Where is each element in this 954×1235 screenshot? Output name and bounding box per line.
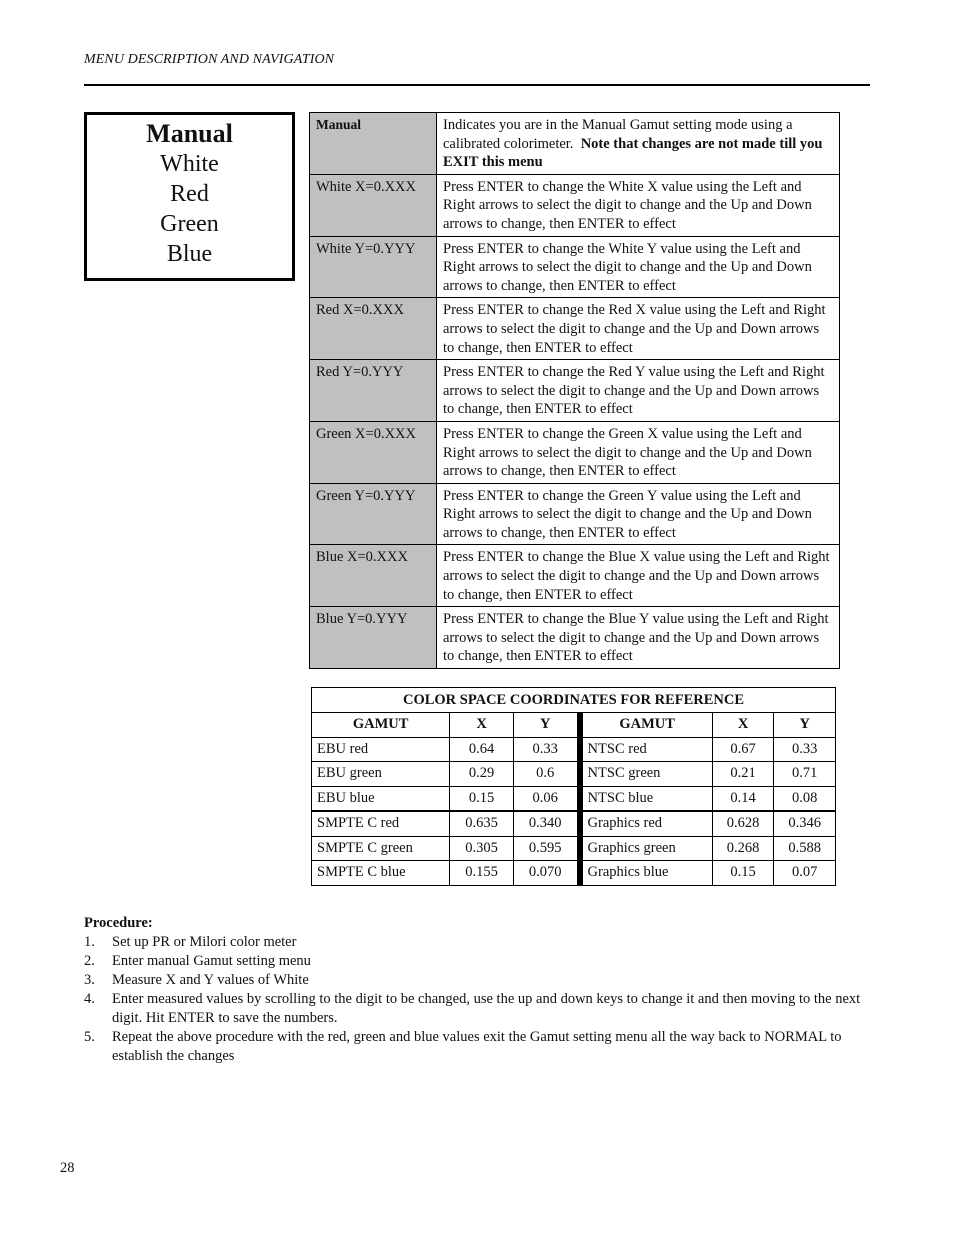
row-description: Press ENTER to change the White Y value using the Left and Right arrows to select the digit to change and the Up and Down arrows to change, then ENTER to effect xyxy=(437,236,840,298)
gamut-cell: EBU blue xyxy=(312,786,450,811)
menu-item-red: Red xyxy=(170,181,209,207)
gamut-cell: EBU green xyxy=(312,762,450,787)
x-cell: 0.64 xyxy=(450,737,514,762)
row-key: Manual xyxy=(310,113,437,175)
row-description: Press ENTER to change the Green X value using the Left and Right arrows to select the digit to change and the Up and Down arrows to change, then ENTER to effect xyxy=(437,421,840,483)
manual-menu-box xyxy=(84,112,295,281)
row-description: Press ENTER to change the White X value using the Left and Right arrows to select the digit to change and the Up and Down arrows to change, then ENTER to effect xyxy=(437,174,840,236)
table-row xyxy=(310,236,840,298)
table-row xyxy=(310,607,840,669)
section-header: MENU DESCRIPTION AND NAVIGATION xyxy=(84,52,335,67)
procedure-step xyxy=(84,990,874,1028)
x-cell: 0.155 xyxy=(450,861,514,886)
y-cell: 0.070 xyxy=(513,861,577,886)
procedure-step xyxy=(84,971,874,990)
x-cell: 0.305 xyxy=(450,836,514,861)
row-description: Press ENTER to change the Blue Y value using the Left and Right arrows to select the digit to change and the Up and Down arrows to change, then ENTER to effect xyxy=(437,607,840,669)
row-description: Press ENTER to change the Blue X value using the Left and Right arrows to select the digit to change and the Up and Down arrows to change, then ENTER to effect xyxy=(437,545,840,607)
x-cell: 0.15 xyxy=(712,861,774,886)
gamut-cell: SMPTE C red xyxy=(312,811,450,836)
step-number: 2. xyxy=(84,953,95,969)
x-cell: 0.21 xyxy=(712,762,774,787)
menu-item-blue: Blue xyxy=(166,241,213,267)
x-cell: 0.29 xyxy=(450,762,514,787)
y-cell: 0.33 xyxy=(513,737,577,762)
header-gamut: GAMUT xyxy=(312,713,450,738)
x-cell: 0.268 xyxy=(712,836,774,861)
gamut-cell: NTSC blue xyxy=(582,786,712,811)
x-cell: 0.628 xyxy=(712,811,774,836)
gamut-cell: SMPTE C green xyxy=(312,836,450,861)
header-y: Y xyxy=(513,713,577,738)
table-row xyxy=(310,113,840,175)
procedure-step xyxy=(84,952,874,971)
x-cell: 0.635 xyxy=(450,811,514,836)
table-row xyxy=(310,360,840,422)
y-cell: 0.346 xyxy=(774,811,836,836)
x-cell: 0.67 xyxy=(712,737,774,762)
menu-item-white: White xyxy=(160,151,219,177)
row-key: Red Y=0.YYY xyxy=(310,360,437,422)
step-number: 3. xyxy=(84,972,95,988)
row-description: Press ENTER to change the Red X value using the Left and Right arrows to select the digit to change and the Up and Down arrows to change, then ENTER to effect xyxy=(437,298,840,360)
row-key: Blue Y=0.YYY xyxy=(310,607,437,669)
menu-item-green: Green xyxy=(160,211,219,237)
gamut-cell: Graphics blue xyxy=(582,861,712,886)
row-description xyxy=(437,113,840,175)
row-description: Press ENTER to change the Green Y value using the Left and Right arrows to select the digit to change and the Up and Down arrows to change, then ENTER to effect xyxy=(437,483,840,545)
gamut-cell: EBU red xyxy=(312,737,450,762)
step-number: 1. xyxy=(84,934,95,950)
row-key: White Y=0.YYY xyxy=(310,236,437,298)
row-key: Red X=0.XXX xyxy=(310,298,437,360)
table-header-row xyxy=(312,713,836,738)
row-description-text: Indicates you are in the Manual Gamut setting mode using a calibrated colorimeter. xyxy=(443,117,793,152)
row-description-note: Note that changes are not made till you EXIT this menu xyxy=(443,135,823,171)
table-title-row xyxy=(312,688,836,713)
table-row xyxy=(312,786,836,811)
row-key: Green Y=0.YYY xyxy=(310,483,437,545)
menu-title: Manual xyxy=(146,119,233,148)
y-cell: 0.33 xyxy=(774,737,836,762)
page-number: 28 xyxy=(60,1160,75,1176)
table-row xyxy=(312,762,836,787)
gamut-cell: Graphics green xyxy=(582,836,712,861)
y-cell: 0.6 xyxy=(513,762,577,787)
step-number: 4. xyxy=(84,991,95,1007)
color-space-coordinates-table xyxy=(311,687,836,886)
table-row xyxy=(310,483,840,545)
x-cell: 0.14 xyxy=(712,786,774,811)
procedure-step xyxy=(84,1028,874,1066)
gamut-cell: Graphics red xyxy=(582,811,712,836)
step-text: Repeat the above procedure with the red, green and blue values exit the Gamut setting menu all the way back to NORMAL to establish the changes xyxy=(112,1029,842,1064)
gamut-cell: NTSC red xyxy=(582,737,712,762)
procedure-title: Procedure: xyxy=(84,915,153,931)
table-title: COLOR SPACE COORDINATES FOR REFERENCE xyxy=(312,688,836,713)
y-cell: 0.06 xyxy=(513,786,577,811)
menu-description-table xyxy=(309,112,840,669)
step-text: Set up PR or Milori color meter xyxy=(112,934,297,950)
header-x: X xyxy=(450,713,514,738)
table-row xyxy=(310,298,840,360)
step-text: Enter measured values by scrolling to the digit to be changed, use the up and down keys to change it and then moving to the next digit. Hit ENTER to save the numbers. xyxy=(112,991,861,1026)
procedure-step xyxy=(84,933,874,952)
gamut-cell: NTSC green xyxy=(582,762,712,787)
table-row xyxy=(310,545,840,607)
procedure-section xyxy=(84,914,874,1066)
y-cell: 0.71 xyxy=(774,762,836,787)
gamut-cell: SMPTE C blue xyxy=(312,861,450,886)
header-gamut: GAMUT xyxy=(582,713,712,738)
y-cell: 0.595 xyxy=(513,836,577,861)
header-x: X xyxy=(712,713,774,738)
step-number: 5. xyxy=(84,1029,95,1045)
row-key: White X=0.XXX xyxy=(310,174,437,236)
row-key: Blue X=0.XXX xyxy=(310,545,437,607)
header-rule xyxy=(84,84,870,86)
table-row xyxy=(312,737,836,762)
table-row xyxy=(310,421,840,483)
table-row xyxy=(312,861,836,886)
y-cell: 0.588 xyxy=(774,836,836,861)
step-text: Enter manual Gamut setting menu xyxy=(112,953,311,969)
header-y: Y xyxy=(774,713,836,738)
table-row xyxy=(312,811,836,836)
step-text: Measure X and Y values of White xyxy=(112,972,309,988)
row-key: Green X=0.XXX xyxy=(310,421,437,483)
table-row xyxy=(310,174,840,236)
row-description: Press ENTER to change the Red Y value using the Left and Right arrows to select the digit to change and the Up and Down arrows to change, then ENTER to effect xyxy=(437,360,840,422)
y-cell: 0.340 xyxy=(513,811,577,836)
y-cell: 0.07 xyxy=(774,861,836,886)
x-cell: 0.15 xyxy=(450,786,514,811)
y-cell: 0.08 xyxy=(774,786,836,811)
table-row xyxy=(312,836,836,861)
